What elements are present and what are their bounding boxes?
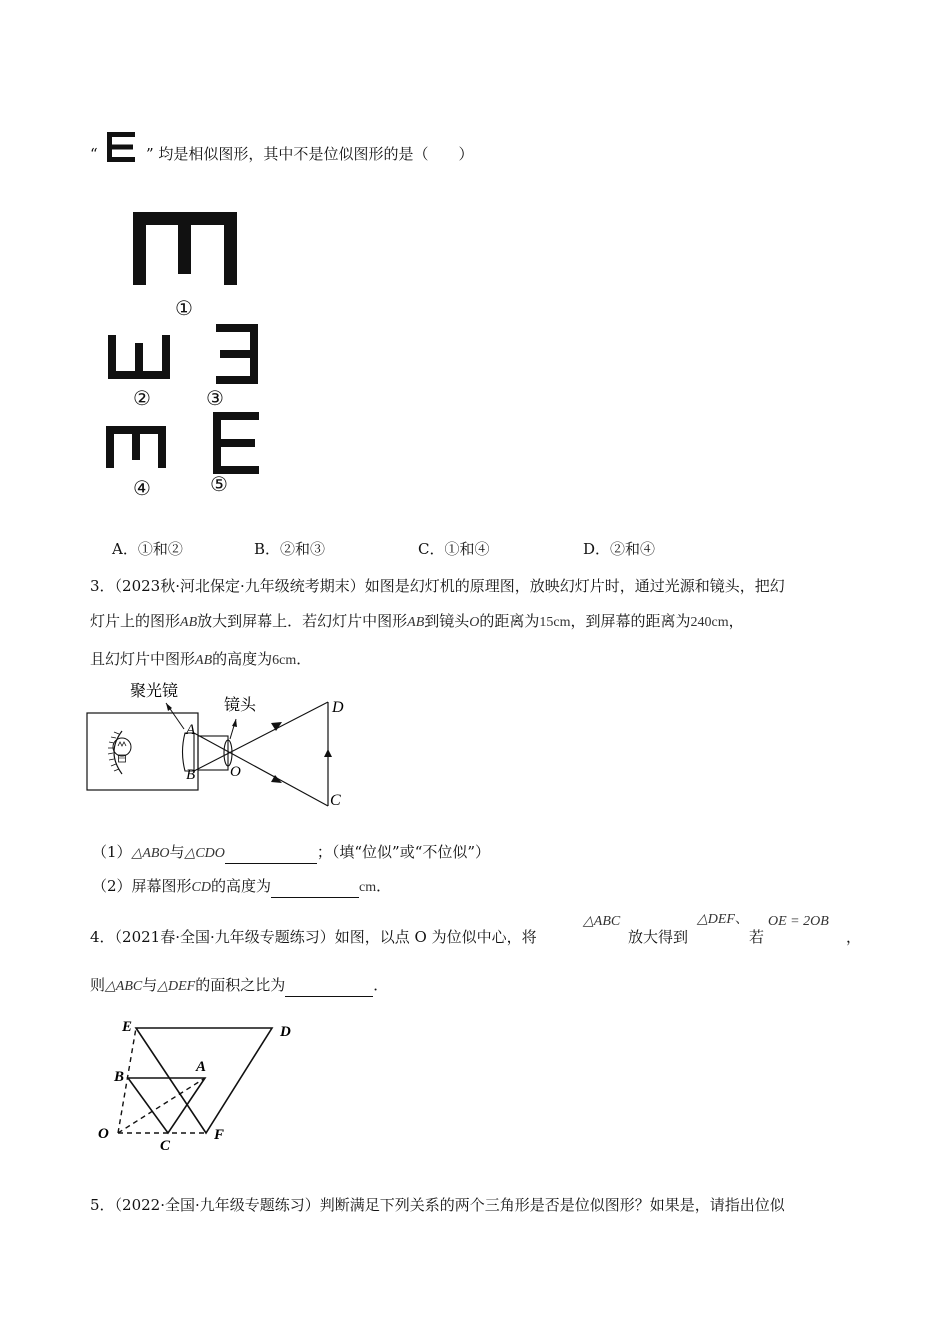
point-d-label: D [280,1024,291,1040]
q4-math-oe-2ob: OE = 2OB [768,914,829,929]
triangle-abc [128,1078,205,1133]
q3-line-1: 3．（2023秋·河北保定·九年级统考期末）如图是幻灯机的原理图，放映幻灯片时，通过光源和镜头，把幻 [90,577,785,595]
q2-stem [90,144,98,164]
condenser-label: 聚光镜 [130,683,179,700]
option-c[interactable]: C．①和④ [418,540,490,558]
e-glyph-icon [103,129,139,165]
q3-line-3: 且幻灯片中图形AB的高度为6cm． [90,650,312,668]
q4-text-enlarge: 放大得到 [628,928,689,946]
figure-2-label: ② [133,386,151,410]
q2-question-text: ” 均是相似图形，其中不是位似图形的是（ ） [146,145,474,163]
option-d[interactable]: D．②和④ [583,540,656,558]
figure-2-e-shape [106,333,172,383]
lens-label: 镜头 [224,697,257,714]
screen-arrow [324,749,332,757]
condenser-lens [183,733,195,771]
figure-1-e-shape [131,210,241,288]
figure-5-e-shape [210,410,262,476]
figure-4-e-shape [104,424,168,470]
q3-subquestion-2: （2）屏幕图形CD的高度为 cm． [92,876,391,898]
point-a-label: A [186,722,196,738]
q4-text-if: 若 [749,928,765,946]
q4-line-2: 则△ABC与△DEF的面积之比为 ． [90,975,388,997]
option-a[interactable]: A．①和② [112,540,183,558]
figure-5-label: ⑤ [210,472,228,496]
q4-comma: ， [846,928,862,946]
projector-diagram [84,676,364,812]
q4-math-abc: △ABC [583,914,621,929]
point-c-label: C [160,1138,171,1154]
point-b-label: B [186,767,196,783]
figure-3-e-shape [212,322,262,386]
q5-line-1: 5．（2022·全国·九年级专题练习）判断满足下列关系的两个三角形是否是位似图形？如果是，请指出位似 [90,1196,785,1214]
point-d-label: D [332,699,344,716]
dashed-rays [118,1028,206,1133]
point-o-label: O [98,1126,109,1142]
point-b-label: B [114,1069,125,1085]
answer-blank-3-1[interactable] [225,847,317,864]
figure-1-label: ① [175,296,193,320]
answer-blank-4[interactable] [285,980,373,997]
point-o-label: O [230,764,241,780]
figure-4-label: ④ [133,476,151,500]
q2-open-quote: “ [90,145,98,163]
point-c-label: C [330,792,341,809]
point-e-label: E [122,1019,133,1035]
q3-subquestion-1: （1）△ABO与△CDO ；（填“位似”或“不位似”） [92,842,490,864]
figure-3-label: ③ [206,386,224,410]
homothety-diagram [94,1014,309,1156]
point-f-label: F [214,1127,225,1143]
option-b[interactable]: B．②和③ [254,540,326,558]
q3-line-2: 灯片上的图形AB放大到屏幕上．若幻灯片中图形AB到镜头O的距离为15cm，到屏幕的距离为240cm， [90,612,744,630]
answer-blank-3-2[interactable] [271,881,359,898]
q4-line-1: 4．（2021春·全国·九年级专题练习）如图，以点 O 为位似中心，将 [90,928,537,946]
q4-math-def: △DEF、 [697,912,749,927]
point-a-label: A [196,1059,207,1075]
